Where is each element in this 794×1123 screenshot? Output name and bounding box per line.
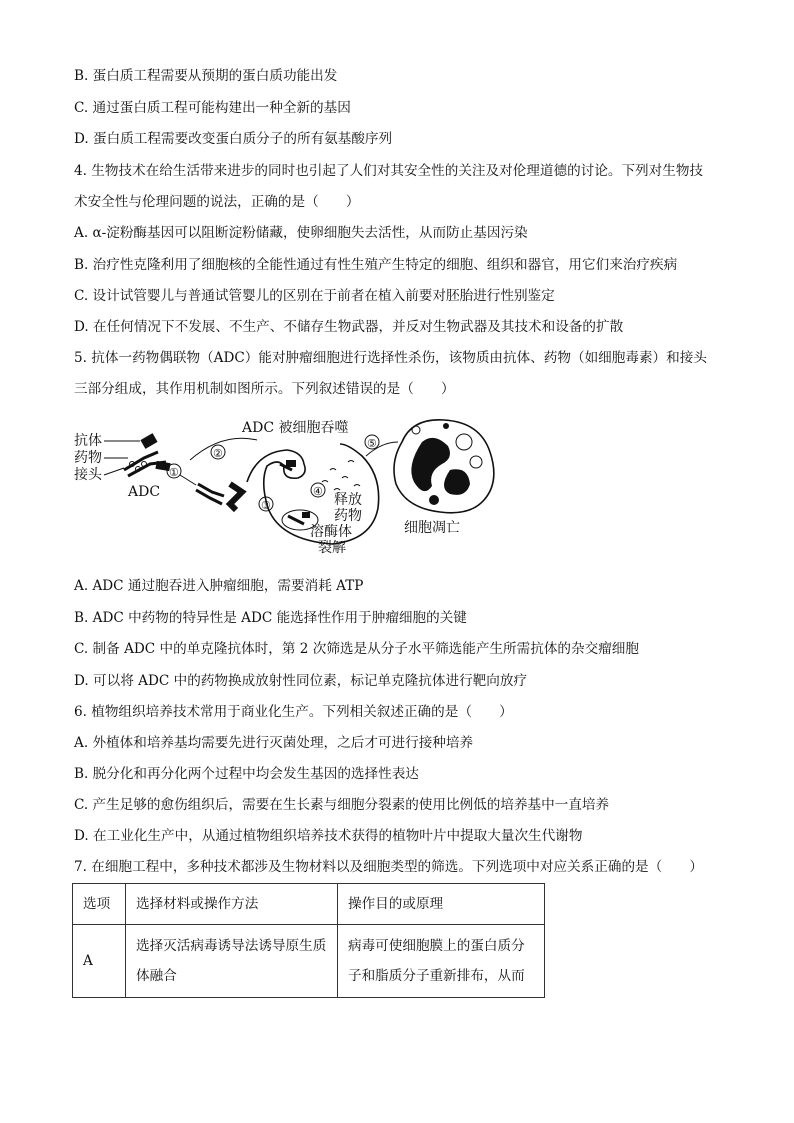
row-a-purpose-line2: 子和脂质分子重新排布，从而 xyxy=(348,968,525,984)
label-release-1: 释放 xyxy=(334,492,362,508)
step-1-label: ① xyxy=(169,466,179,479)
q4-stem-line1: 4. 生物技术在给生活带来进步的同时也引起了人们对其安全性的关注及对伦理道德的讨论。下列对生物技 xyxy=(74,163,704,179)
q5-stem-line2: 三部分组成，其作用机制如图所示。下列叙述错误的是（ ） xyxy=(74,381,455,397)
adc-molecule xyxy=(124,433,171,476)
adc-mechanism-figure xyxy=(72,412,512,562)
q5-option-b: B. ADC 中药物的特异性是 ADC 能选择性作用于肿瘤细胞的关键 xyxy=(74,610,467,626)
leader-linker xyxy=(104,468,124,475)
table-row xyxy=(73,925,545,998)
internalized-adc xyxy=(280,460,296,470)
q4-option-a: A. α-淀粉酶基因可以阻断淀粉储藏，使卵细胞失去活性，从而防止基因污染 xyxy=(74,225,528,241)
q3-option-b: B. 蛋白质工程需要从预期的蛋白质功能出发 xyxy=(74,68,338,84)
label-lysosome-2: 裂解 xyxy=(318,540,346,556)
adc-bound-receptor xyxy=(196,484,242,510)
row-a-method-line1: 选择灭活病毒诱导法诱导原生质 xyxy=(136,938,327,954)
q5-option-a: A. ADC 通过胞吞进入肿瘤细胞，需要消耗 ATP xyxy=(74,578,364,594)
q4-option-b: B. 治疗性克隆利用了细胞核的全能性通过有性生殖产生特定的细胞、组织和器官，用它们来治疗疾病 xyxy=(74,257,678,273)
label-release-2: 药物 xyxy=(334,508,362,524)
q4-stem-line2: 术安全性与伦理问题的说法，正确的是（ ） xyxy=(74,194,360,210)
label-adc: ADC xyxy=(128,484,161,500)
q3-option-c: C. 通过蛋白质工程可能构建出一种全新的基因 xyxy=(74,100,351,116)
header-purpose: 操作目的或原理 xyxy=(338,884,545,925)
arrow-step-1 xyxy=(180,475,196,485)
label-engulfed: ADC 被细胞吞噬 xyxy=(242,420,349,436)
row-a-method xyxy=(126,925,338,998)
q4-option-d: D. 在任何情况下不发展、不生产、不储存生物武器，并反对生物武器及其技术和设备的扩散 xyxy=(74,319,624,335)
label-drug: 药物 xyxy=(74,450,102,466)
q7-stem: 7. 在细胞工程中，多种技术都涉及生物材料以及细胞类型的筛选。下列选项中对应关系正确的是（ ） xyxy=(74,859,704,875)
step-4-label: ④ xyxy=(313,485,323,498)
released-drug xyxy=(322,461,360,491)
row-a-purpose-line1: 病毒可使细胞膜上的蛋白质分 xyxy=(348,938,525,954)
q6-option-b: B. 脱分化和再分化两个过程中均会发生基因的选择性表达 xyxy=(74,766,419,782)
q6-stem: 6. 植物组织培养技术常用于商业化生产。下列相关叙述正确的是（ ） xyxy=(74,704,513,720)
q6-option-c: C. 产生足够的愈伤组织后，需要在生长素与细胞分裂素的使用比例低的培养基中一直培养 xyxy=(74,797,610,813)
label-apoptosis: 细胞凋亡 xyxy=(404,520,460,536)
step-3-label: ③ xyxy=(261,499,271,512)
q4-option-c: C. 设计试管婴儿与普通试管婴儿的区别在于前者在植入前要对胚胎进行性别鉴定 xyxy=(74,288,555,304)
label-linker: 接头 xyxy=(74,467,102,483)
header-option: 选项 xyxy=(73,884,126,925)
lysosome-adc xyxy=(288,516,304,524)
q6-option-d: D. 在工业化生产中，从通过植物组织培养技术获得的植物叶片中提取大量次生代谢物 xyxy=(74,828,583,844)
q7-options-table xyxy=(72,883,545,998)
q3-option-d: D. 蛋白质工程需要改变蛋白质分子的所有氨基酸序列 xyxy=(74,131,393,147)
row-a-option: A xyxy=(73,925,126,998)
row-a-method-line2: 体融合 xyxy=(136,968,177,984)
q5-stem-line1: 5. 抗体一药物偶联物（ADC）能对肿瘤细胞进行选择性杀伤，该物质由抗体、药物（如细胞毒素）和接头 xyxy=(74,350,707,366)
q5-option-c: C. 制备 ADC 中的单克隆抗体时，第 2 次筛选是从分子水平筛选能产生所需抗体的杂交瘤细胞 xyxy=(74,641,639,657)
step-5-label: ⑤ xyxy=(367,437,377,450)
label-lysosome-1: 溶酶体 xyxy=(310,524,352,540)
q6-option-a: A. 外植体和培养基均需要先进行灭菌处理，之后才可进行接种培养 xyxy=(74,735,474,751)
row-a-purpose xyxy=(338,925,545,998)
label-antibody: 抗体 xyxy=(74,433,102,449)
apoptotic-cell xyxy=(394,420,494,513)
step-2-label: ② xyxy=(213,447,223,460)
header-method: 选择材料或操作方法 xyxy=(126,884,338,925)
table-header-row xyxy=(73,884,545,925)
q5-option-d: D. 可以将 ADC 中的药物换成放射性同位素，标记单克隆抗体进行靶向放疗 xyxy=(74,673,528,689)
